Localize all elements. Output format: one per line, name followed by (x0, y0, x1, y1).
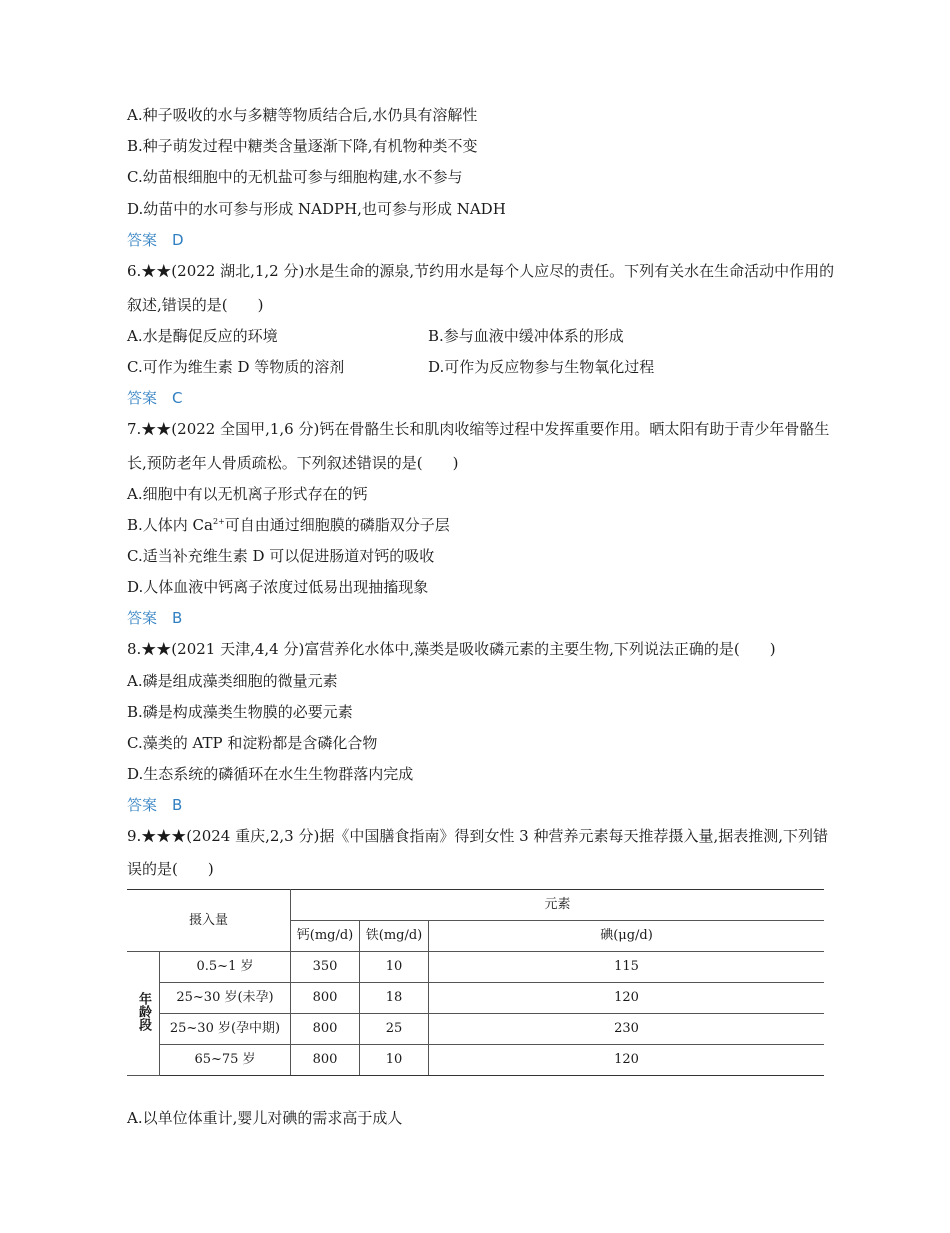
q9-stem: 据《中国膳食指南》得到女性 3 种营养元素每天推荐摄入量,据表推测,下列错 (319, 827, 828, 845)
q9-option-a: A.以单位体重计,婴儿对碘的需求高于成人 (127, 1109, 403, 1127)
q8-option-a: A.磷是组成藻类细胞的微量元素 (127, 672, 338, 690)
q7-answer: 答案 B (127, 609, 183, 627)
q5-option-d: D.幼苗中的水可参与形成 NADPH,也可参与形成 NADH (127, 200, 506, 218)
q7-option-b-superscript: 2+ (212, 517, 225, 526)
calcium-cell: 800 (291, 983, 360, 1014)
calcium-cell: 800 (291, 1014, 360, 1045)
column-header-calcium: 钙(mg/d) (291, 921, 360, 952)
q9-stem-line1 (127, 826, 828, 846)
q7-option-c: C.适当补充维生素 D 可以促进肠道对钙的吸收 (127, 547, 435, 565)
q7-stem: 钙在骨骼生长和肌肉收缩等过程中发挥重要作用。晒太阳有助于青少年骨骼生 (319, 420, 830, 438)
table-row (127, 1014, 824, 1045)
q8-answer: 答案 B (127, 796, 183, 814)
column-header-iodine: 碘(μg/d) (429, 921, 825, 952)
q8-option-b: B.磷是构成藻类生物膜的必要元素 (127, 703, 353, 721)
q7-option-b (127, 515, 450, 535)
calcium-cell: 350 (291, 952, 360, 983)
column-header-iron: 铁(mg/d) (360, 921, 429, 952)
q7-option-b-post: 可自由通过细胞膜的磷脂双分子层 (224, 516, 450, 534)
q6-stem-line2: 叙述,错误的是( ) (127, 296, 264, 314)
age-cell: 65~75 岁 (160, 1045, 291, 1076)
q6-stem-line1 (127, 261, 834, 281)
iron-cell: 10 (360, 1045, 429, 1076)
q7-stem-line2: 长,预防老年人骨质疏松。下列叙述错误的是( ) (127, 454, 459, 472)
q7-option-d: D.人体血液中钙离子浓度过低易出现抽搐现象 (127, 578, 429, 596)
q5-option-c: C.幼苗根细胞中的无机盐可参与细胞构建,水不参与 (127, 168, 463, 186)
age-cell: 25~30 岁(孕中期) (160, 1014, 291, 1045)
age-cell: 25~30 岁(未孕) (160, 983, 291, 1014)
q8-number: 8.★★(2021 天津,4,4 分) (127, 640, 305, 658)
q5-option-a: A.种子吸收的水与多糖等物质结合后,水仍具有溶解性 (127, 106, 478, 124)
table-row (127, 1045, 824, 1076)
q9-number: 9.★★★(2024 重庆,2,3 分) (127, 827, 320, 845)
row-group-label-text: 年龄段 (136, 992, 151, 1031)
q8-option-c: C.藻类的 ATP 和淀粉都是含磷化合物 (127, 734, 378, 752)
q8-stem: 富营养化水体中,藻类是吸收磷元素的主要生物,下列说法正确的是( ) (304, 640, 776, 658)
table-row (127, 952, 824, 983)
table-group-header: 元素 (291, 890, 825, 921)
q7-number: 7.★★(2022 全国甲,1,6 分) (127, 420, 320, 438)
q6-option-c: C.可作为维生素 D 等物质的溶剂 (127, 358, 345, 376)
q6-number: 6.★★(2022 湖北,1,2 分) (127, 262, 305, 280)
q6-option-d: D.可作为反应物参与生物氧化过程 (428, 358, 655, 376)
iron-cell: 18 (360, 983, 429, 1014)
table-row (127, 983, 824, 1014)
q7-stem-line1 (127, 419, 829, 439)
iodine-cell: 120 (429, 1045, 825, 1076)
nutrient-intake-table (127, 889, 824, 1076)
table-header-row (127, 890, 824, 921)
table-corner-header: 摄入量 (127, 890, 291, 952)
q5-answer: 答案 D (127, 231, 184, 249)
q6-stem: 水是生命的源泉,节约用水是每个人应尽的责任。下列有关水在生命活动中作用的 (304, 262, 835, 280)
iodine-cell: 115 (429, 952, 825, 983)
iron-cell: 25 (360, 1014, 429, 1045)
q7-option-a: A.细胞中有以无机离子形式存在的钙 (127, 485, 368, 503)
q8-option-d: D.生态系统的磷循环在水生生物群落内完成 (127, 765, 414, 783)
q6-option-a: A.水是酶促反应的环境 (127, 327, 278, 345)
iodine-cell: 230 (429, 1014, 825, 1045)
row-group-label (127, 952, 160, 1076)
q9-stem-line2: 误的是( ) (127, 860, 214, 878)
iron-cell: 10 (360, 952, 429, 983)
q8-stem-line1 (127, 639, 776, 659)
q6-option-b: B.参与血液中缓冲体系的形成 (428, 327, 624, 345)
q7-option-b-pre: B.人体内 Ca (127, 516, 213, 534)
iodine-cell: 120 (429, 983, 825, 1014)
calcium-cell: 800 (291, 1045, 360, 1076)
q5-option-b: B.种子萌发过程中糖类含量逐渐下降,有机物种类不变 (127, 137, 478, 155)
q6-answer: 答案 C (127, 389, 183, 407)
age-cell: 0.5~1 岁 (160, 952, 291, 983)
